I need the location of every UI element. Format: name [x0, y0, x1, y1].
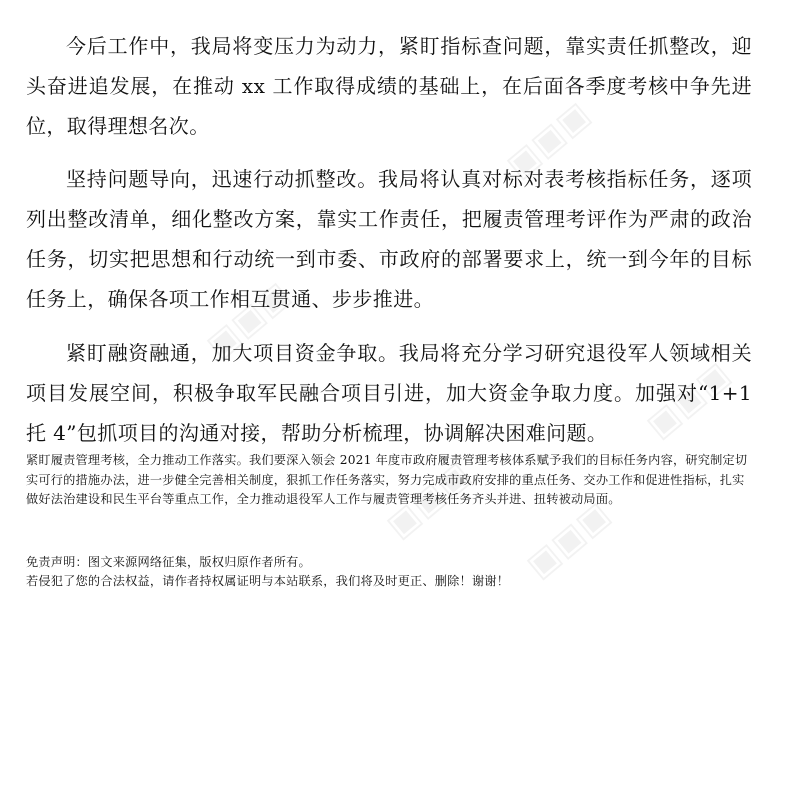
watermark-decoration: ▣▣▣: [638, 353, 738, 447]
watermark-decoration: ▣▣▣: [518, 493, 618, 587]
watermark-decoration: ▣▣▣: [378, 453, 478, 547]
watermark-decoration: ▣▣▣: [498, 93, 598, 187]
summary-paragraph: 紧盯履责管理考核，全力推动工作落实。我们要深入领会 2021 年度市政府履责管理考核体系赋予我们的目标任务内容，研究制定切实可行的措施办法，进一步健全完善相关制度，狠抓工作任务落实，努力完成市政府安排的重点任务、交办工作和促进性指标，扎实做好法治建设和民生平台等重点工作，全力推动退役军人工作与履责管理考核任务齐头并进、扭转被动局面。: [26, 453, 748, 506]
watermark-decoration: ▣▣▣: [198, 273, 298, 367]
body-paragraph-1: 今后工作中，我局将变压力为动力，紧盯指标查问题，靠实责任抓整改，迎头奋进追发展，在推动 xx 工作取得成绩的基础上，在后面各季度考核中争先进位，取得理想名次。: [26, 34, 752, 138]
body-paragraph-3: 紧盯融资融通，加大项目资金争取。我局将充分学习研究退役军人领域相关项目发展空间，积极争取军民融合项目引进，加大资金争取力度。加强对“1+1 托 4”包抓项目的沟通对接，帮助分析梳理，协调解决困难问题。: [26, 341, 752, 445]
body-paragraph-2: 坚持问题导向，迅速行动抓整改。我局将认真对标对表考核指标任务，逐项列出整改清单，细化整改方案，靠实工作责任，把履责管理考评作为严肃的政治任务，切实把思想和行动统一到市委、市政府的部署要求上，统一到今年的目标任务上，确保各项工作相互贯通、步步推进。: [26, 167, 752, 311]
disclaimer-line-2: 若侵犯了您的合法权益，请作者持权属证明与本站联系，我们将及时更正、删除！谢谢！: [26, 574, 510, 588]
disclaimer-line-1: 免责声明：图文来源网络征集，版权归原作者所有。: [26, 555, 311, 569]
